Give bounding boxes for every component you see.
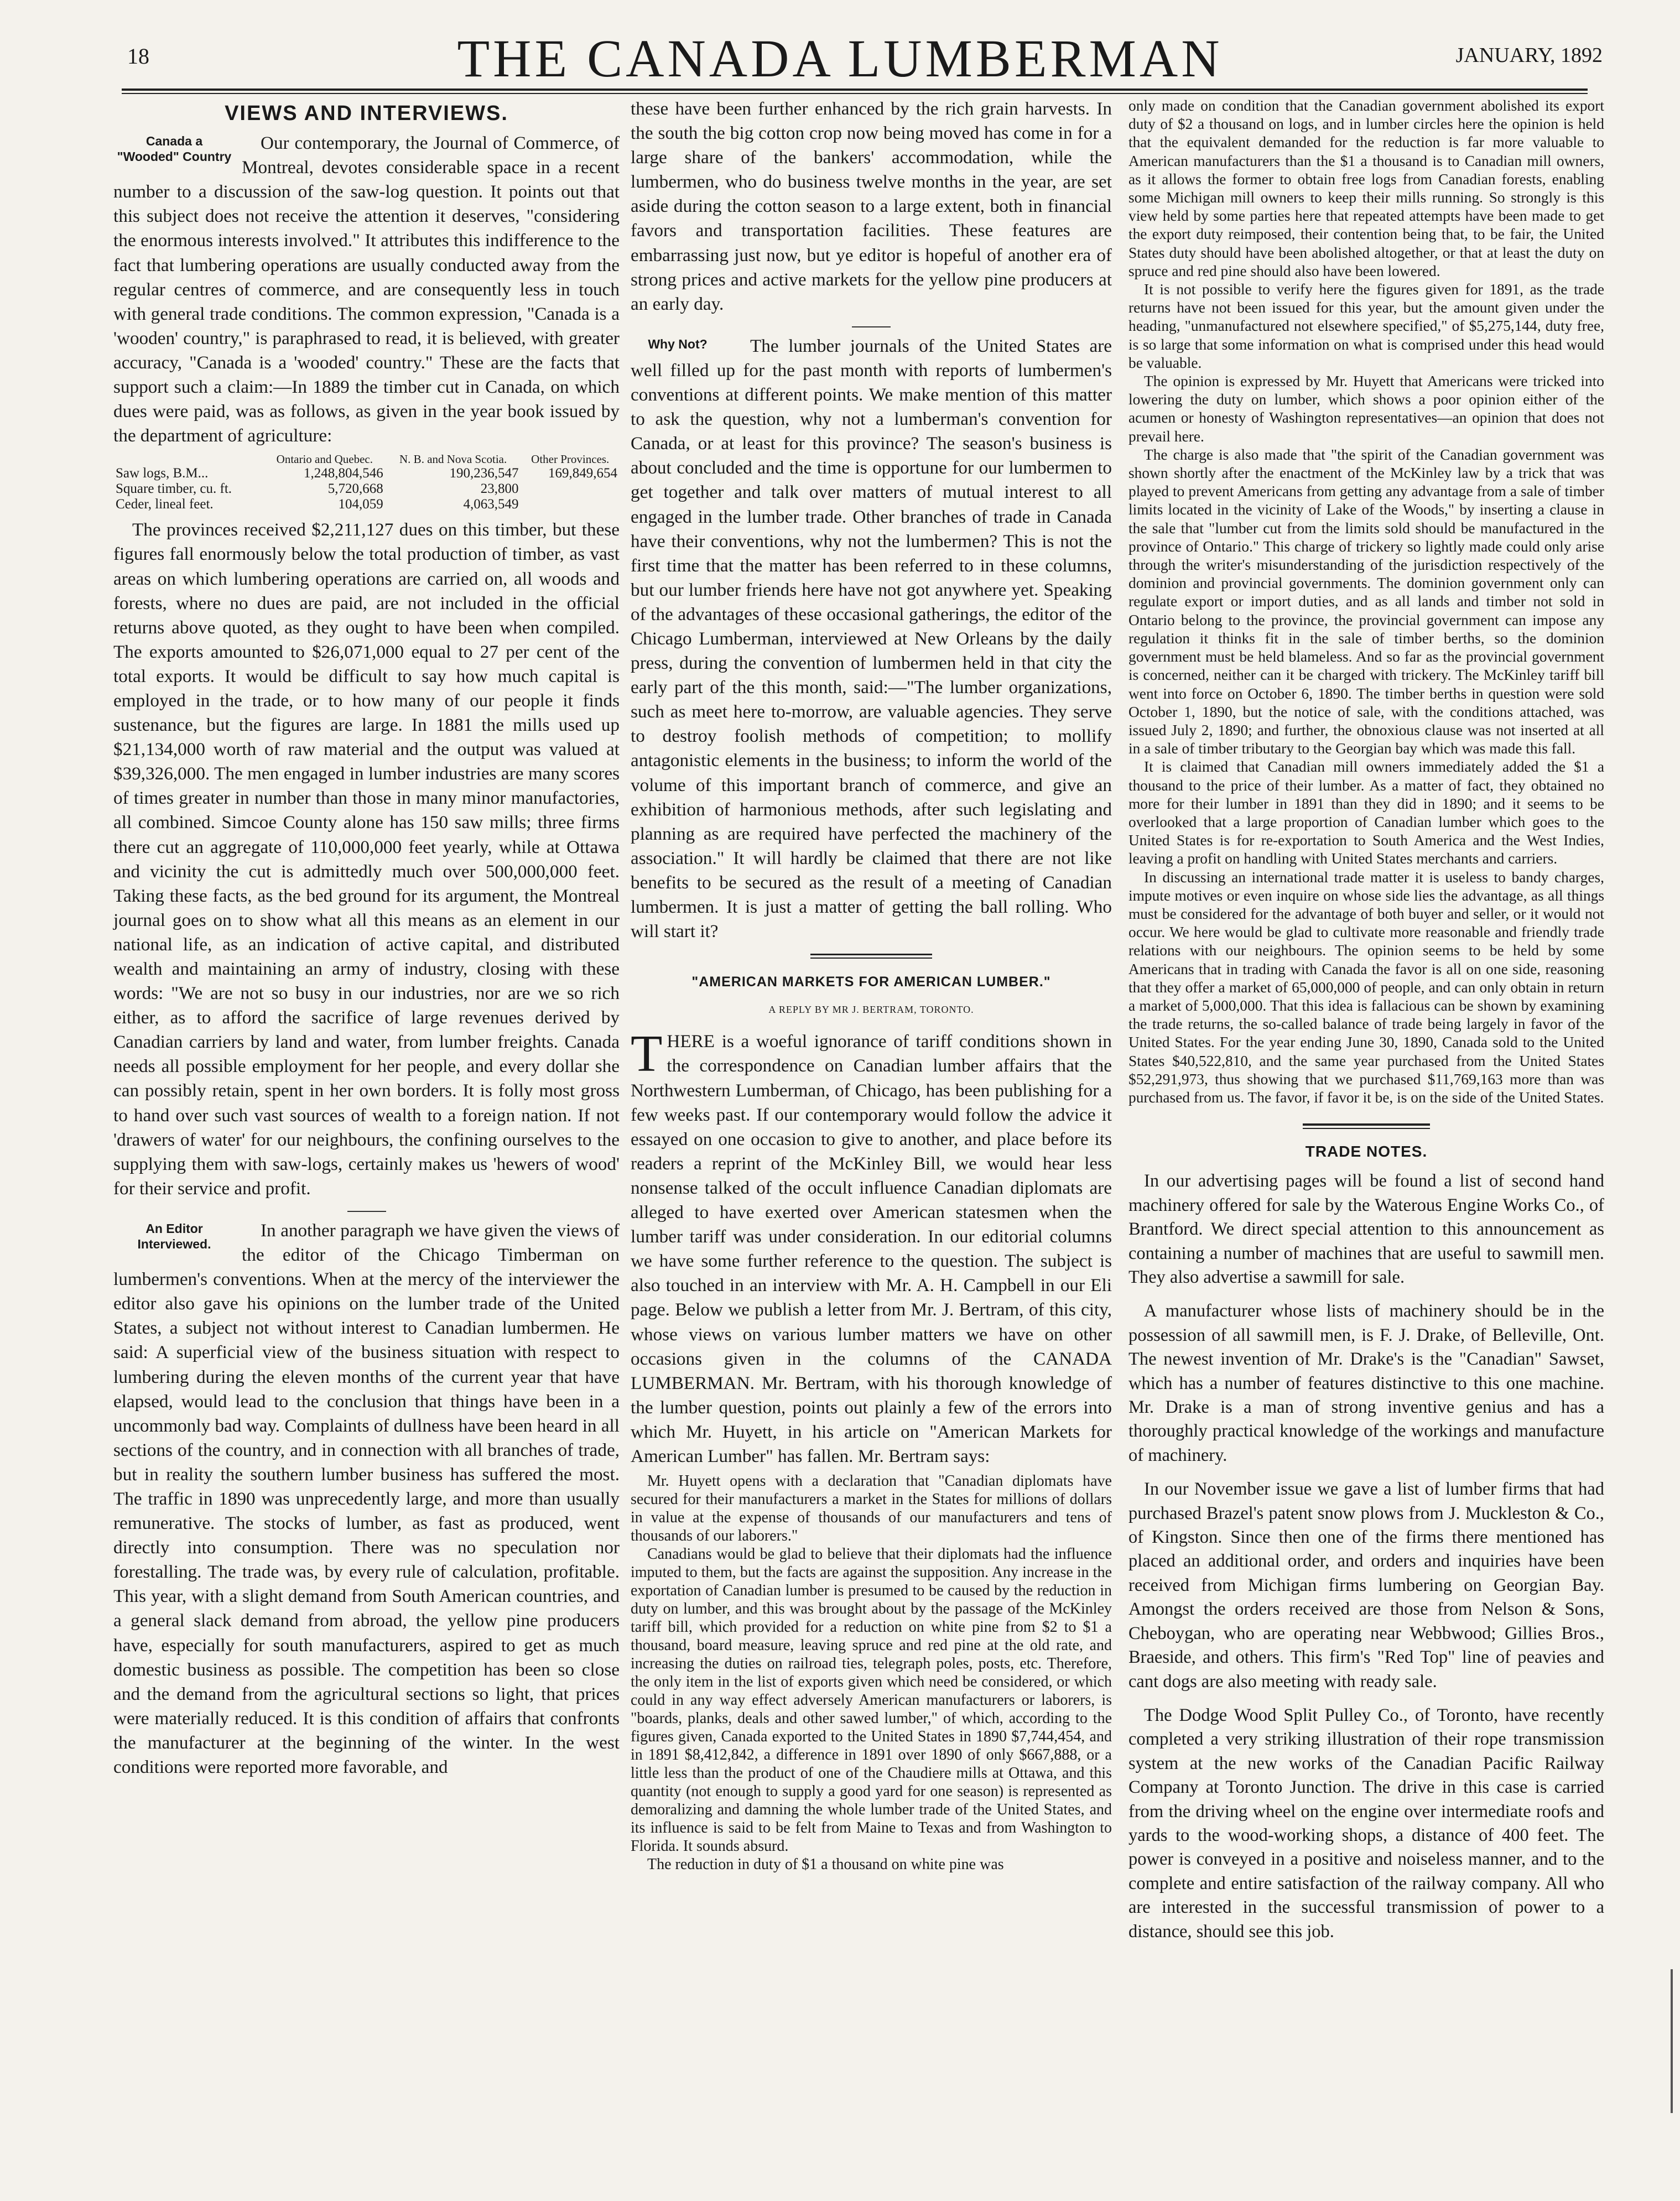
letter-paragraph: The opinion is expressed by Mr. Huyett that Americans were tricked into lowering the duty on lumber, which shows a poor opinion either of the acumen or honesty of Washington representatives—an opinion that does not prevail here.: [1128, 373, 1604, 445]
table-cell: 1,248,804,546: [304, 466, 383, 481]
page-number: 18: [127, 44, 149, 69]
quote-paragraph: Mr. Huyett opens with a declaration that "Canadian diplomats have secured for their manufacturers a market in the States for millions of dollars in value at the expense of thousands of our manufacturers and tens of thousands of our laborers.": [631, 1472, 1112, 1545]
table-cell: [521, 481, 620, 497]
section-divider: [347, 1211, 386, 1212]
table-cell: [521, 497, 620, 512]
column-middle: [631, 97, 1112, 1874]
side-heading-why-not: Why Not?: [648, 336, 708, 351]
article-paragraph: In another paragraph we have given the views of the editor of the Chicago Timberman on lumbermen's conventions. When at the mercy of the interviewer the editor also gave his opinions on the lumber trade of the United States, a subject not without interest to Canadian lumbermen. He said: A superficial view of the business situation with respect to lumbering during the eleven months of the current year that have elapsed, would lead to the conclusion that things have been in a uncommonly bad way. Complaints of dullness have been heard in all sections of the country, and in connection with all branches of trade, but in reality the southern lumber business has suffered the most. The traffic in 1890 was unprecedently large, and more than usually remunerative. The stocks of lumber, as fast as produced, went directly into consumption. There was no speculation nor forestalling. The trade was, by every rule of calculation, profitable. This year, with a slight demand from South American countries, and a general slack demand from abroad, the yellow pine producers have, especially for south manufacturers, aspired to get as much domestic business as possible. The competition has been so close and the demand from the agricultural sections so light, that prices were materially reduced. It is this condition of affairs that confronts the manufacturer at the beginning of the winter. In the west conditions were reported more favorable, and: [113, 1220, 620, 1777]
table-header-row: [113, 452, 620, 466]
side-heading-wooded-country: Canada a "Wooded" Country: [117, 134, 232, 164]
table-row: [113, 481, 620, 497]
section-divider: [852, 326, 891, 327]
trade-notes-title: TRADE NOTES.: [1305, 1143, 1428, 1161]
table-cell: Saw logs, B.M...: [116, 466, 209, 481]
timber-cut-table: [113, 452, 620, 512]
table-cell: 5,720,668: [327, 481, 383, 497]
table-cell: 104,059: [338, 497, 383, 512]
trade-note: In our advertising pages will be found a list of second hand machinery offered for sale by the Waterous Engine Works Co., of Brantford. We direct special attention to this announcement as containing a number of machines that are useful to sawmill men. They also advertise a sawmill for sale.: [1128, 1171, 1604, 1287]
column-right: [1128, 97, 1604, 1954]
table-cell: 169,849,654: [548, 466, 617, 481]
masthead-rule: [122, 89, 1588, 94]
drop-cap: T: [631, 1025, 663, 1083]
quoted-letter: [631, 1472, 1112, 1874]
table-cell: 4,063,549: [463, 497, 519, 512]
quote-paragraph: The reduction in duty of $1 a thousand on white pine was: [647, 1856, 1004, 1874]
double-rule-divider: [810, 954, 932, 959]
article-paragraph: The provinces received $2,211,127 dues on this timber, but these figures fall enormously below the total production of timber, as vast areas on which lumbering operations are carried on, all woods and forests, where no dues are paid, are not included in the official returns above quoted, as they ought to have been when compiled. The exports amounted to $26,071,000 equal to 27 per cent of the total exports. It would be difficult to say how much capital is employed in the trade, or to how many of our people it finds sustenance, but the figures are large. In 1881 the mills used up $21,134,000 worth of raw material and the output was valued at $39,326,000. The men engaged in lumber industries are many scores of times greater in number than those in many minor manufactories, all combined. Simcoe County alone has 150 saw mills; three firms there cut an aggregate of 110,000,000 feet yearly, while at Ottawa and vicinity the cut is admittedly much over 500,000,000 feet. Taking these facts, as the bed ground for its argument, the Montreal journal goes on to show what all this means as an element in our national life, as an indication of active capital, and distributed wealth and maintaining an army of industry, closing with these words: "We are not so busy in our industries, nor are we so rich either, as to afford the sacrifice of large revenues derived by Canadian carriers by land and water, from lumber freights. Canada needs all possible employment for her people, and every dollar she can possibly retain, spent in her own borders. It is folly most gross to hand over such vast sources of wealth to a foreign nation. If not 'drawers of water' for our neighbours, the confining ourselves to the supplying them with saw-logs, certainly makes us 'hewers of wood' for their service and profit.: [113, 519, 620, 1199]
letter-paragraph: In discussing an international trade matter it is useless to bandy charges, impute motives or even inquire on whose side lies the advantage, as all things must be considered for the advantage of both buyer and seller, or it would not occur. We here would be glad to cultivate more reasonable and friendly trade relations with our neighbours. The opinion seems to be held by some Americans that in trading with Canada the favor is all on one side, reasoning that they offer a market of 65,000,000 of people, and can only obtain in return a market of 5,000,000. That this idea is fallacious can be shown by examining the trade returns, the so-called balance of trade being largely in favor of the United States. For the year ending June 30, 1890, Canada sold to the United States $40,522,810, and the same year purchased from the United States $52,291,973, thus showing that we purchased $11,769,163 more than was purchased from us. The favor, if favor it be, is on the side of the United States.: [1128, 868, 1604, 1106]
article-byline: A REPLY BY MR J. BERTRAM, TORONTO.: [768, 1004, 974, 1016]
article-paragraph: HERE is a woeful ignorance of tariff conditions shown in the correspondence on Canadian lumber affairs that the Northwestern Lumberman, of Chicago, has been publishing for a few weeks past. If our contemporary would follow the advice it essayed on one occasion to give to another, and place before its readers a reprint of the McKinley Bill, we would hear less nonsense talked of the occult influence Canadian diplomats are alleged to have exerted over American statesmen when the lumber tariff was under consideration. In our editorial columns we have some further reference to the question. The subject is also touched in an interview with Mr. A. H. Campbell in our Eli page. Below we publish a letter from Mr. J. Bertram, of this city, whose views on various lumber matters we have on other occasions given in the columns of the CANADA LUMBERMAN. Mr. Bertram, with his thorough knowledge of the lumber question, points out plainly a few of the errors into which Mr. Huyett, in his article on "American Markets for American Lumber" has fallen. Mr. Bertram says:: [631, 1031, 1112, 1466]
article-paragraph: Our contemporary, the Journal of Commerce, of Montreal, devotes considerable space in a recent number to a discussion of the saw-log question. It points out that this subject does not receive the attention it deserves, "considering the enormous interests involved." It attributes this indifference to the fact that lumbering operations are usually conducted away from the regular centres of commerce, and are consequently less in touch with general trade conditions. The common expression, "Canada is a 'wooden' country," is paraphrased to read, it is believed, with greater accuracy, "Canada is a 'wooded' country." These are the facts that support such a claim:—In 1889 the timber cut in Canada, on which dues were paid, was as follows, as given in the year book issued by the department of agriculture:: [113, 133, 620, 446]
table-row: [113, 466, 620, 481]
table-header: Ontario and Quebec.: [276, 452, 373, 466]
table-header: Other Provinces.: [531, 452, 610, 466]
table-cell: 190,236,547: [449, 466, 519, 481]
table-cell: 23,800: [480, 481, 519, 497]
article-title: "AMERICAN MARKETS FOR AMERICAN LUMBER.": [691, 974, 1051, 990]
quote-paragraph: Canadians would be glad to believe that their diplomats had the influence imputed to them, but the facts are against the supposition. Any increase in the exportation of Canadian lumber is presumed to be caused by the reduction in duty on lumber, and this was brought about by the passage of the McKinley tariff bill, which provided for a reduction on white pine from $2 to $1 a thousand, board measure, leaving spruce and red pine at the old rate, and increasing the duties on railroad ties, telegraph poles, posts, etc. Therefore, the only item in the list of exports given which need be considered, or which could in any way effect adversely American manufacturers or laborers, is "boards, planks, deals and other sawed lumber," of which, according to the figures given, Canada exported to the United States in 1890 $7,744,454, and in 1891 $8,412,842, a difference in 1891 over 1890 of only $667,888, or a little less than the product of one of the Chaudiere mills at Ottawa, and this quantity (not enough to supply a good yard for one season) is represented as demoralizing and damning the whole lumber trade of the United States, and its influence is said to be felt from Maine to Texas and from Washington to Florida. It sounds absurd.: [631, 1546, 1112, 1855]
table-cell: Square timber, cu. ft.: [116, 481, 232, 497]
letter-paragraph: only made on condition that the Canadian government abolished its export duty of $2 a thousand on logs, and in lumber circles here the opinion is held that the equivalent demanded for the reduction is far more valuable to American manufacturers than the $1 a thousand is to Canadian mill owners, as it allows the former to obtain free logs from Canadian forests, enabling some Michigan mill owners to keep their mills running. So strongly is this view held by some parties here that repeated attempts have been made to get the export duty reimposed, their contention being that, to be fair, the United States duty should have been abolished altogether, or that at least the duty on spruce and red pine should also have been lowered.: [1128, 97, 1604, 279]
letter-paragraph: The charge is also made that "the spirit of the Canadian government was shown shortly after the enactment of the McKinley law by a trick that was played to prevent Americans from getting any advantage from a sale of timber limits located in the vicinity of Lake of the Woods," by inserting a clause in the sale that "lumber cut from the limits sold should be manufactured in the province of Ontario." This charge of trickery so lightly made could only arise through the writer's misunderstanding of the jurisdiction respectively of the dominion and provincial governments. The dominion government only can regulate export or import duties, and as all lands and timber not sold in Ontario belong to the province, the provincial government can impose any regulation it thinks fit in the sale of timber berths, so the dominion government must be held blameless. And so far as the provincial government is concerned, neither can it be charged with trickery. The McKinley tariff bill went into force on October 6, 1890. The timber berths in question were sold October 1, 1890, but the notice of sale, with the conditions attached, was issued July 2, 1890; and further, the obnoxious clause was not inserted at all in a sale of timber tributary to the Georgian bay which was made this fall.: [1128, 446, 1604, 757]
trade-note: The Dodge Wood Split Pulley Co., of Toronto, have recently completed a very striking illustration of their rope transmission system at the new works of the Canadian Pacific Railway Company at Toronto Junction. The drive in this case is carried from the driving wheel on the engine over intermediate roofs and yards to the wood-working shops, a distance of 400 feet. The power is conveyed in a positive and noiseless manner, and to the complete and entire satisfaction of the railway company. All who are interested in the successful transmission of power to a distance, should see this job.: [1128, 1705, 1604, 1942]
article-paragraph: these have been further enhanced by the rich grain harvests. In the south the big cotton crop now being moved has come in for a large share of the bankers' accommodation, while the lumbermen, who do business twelve months in the year, are set aside during the cotton season to a large extent, both in financial favors and transportation facilities. These features are embarrassing just now, but ye editor is hopeful of another era of strong prices and active markets for the yellow pine producers at an early day.: [631, 98, 1112, 314]
table-header: N. B. and Nova Scotia.: [399, 452, 507, 466]
section-title: VIEWS AND INTERVIEWS.: [225, 102, 508, 125]
binding-edge-mark: [1671, 1969, 1673, 2113]
trade-notes: [1128, 1169, 1604, 1944]
side-heading-editor-interviewed: An Editor Interviewed.: [137, 1221, 211, 1251]
column-left: [113, 97, 620, 1779]
issue-date: JANUARY, 1892: [1455, 44, 1603, 67]
trade-note: In our November issue we gave a list of lumber firms that had purchased Brazel's patent snow plows from J. Muckleston & Co., of Kingston. Since then one of the firms there mentioned has placed an additional order, and orders and inquiries have been received from Michigan firms lumbering on Georgian Bay. Amongst the orders received are those from Nelson & Sons, Cheboygan, who are operating near Webbwood; Gillies Bros., Braeside, and others. This firm's "Red Top" line of peavies and cant dogs are also meeting with ready sale.: [1128, 1479, 1604, 1692]
double-rule-divider: [1303, 1123, 1430, 1129]
table-cell: Ceder, lineal feet.: [116, 497, 214, 512]
trade-note: A manufacturer whose lists of machinery should be in the possession of all sawmill men, is F. J. Drake, of Belleville, Ont. The newest invention of Mr. Drake's is the "Canadian" Sawset, which has a number of features distinctive to this one machine. Mr. Drake is a man of strong inventive genius and has a thoroughly practical knowledge of the workings and manufacture of machinery.: [1128, 1301, 1604, 1465]
article-paragraph: The lumber journals of the United States are well filled up for the past month with reports of lumbermen's conventions at different points. We make mention of this matter to ask the question, why not a lumberman's convention for Canada, or at least for this province? The season's business is about concluded and the time is opportune for our lumbermen to get together and talk over matters of mutual interest to all engaged in the lumber trade. Other branches of trade in Canada have their conventions, why not the lumbermen? This is not the first time that the matter has been referred to in these columns, but our lumber friends here have not got anywhere yet. Speaking of the advantages of these occasional gatherings, the editor of the Chicago Lumberman, interviewed at New Orleans by the daily press, during the convention of lumbermen held in that city the early part of the this month, said:—"The lumber organizations, such as meet here to-morrow, are valuable agencies. They serve to destroy foolish methods of competition; to mollify antagonistic elements in the business; to inform the world of the volume of this important branch of commerce, and give an exhibition of harmonious methods, after such legislating and planning as are required have perfected the machinery of the association." It will hardly be claimed that there are not like benefits to be secured as the result of a meeting of Canadian lumbermen. It is just a matter of getting the ball rolling. Who will start it?: [631, 335, 1112, 942]
letter-paragraph: It is claimed that Canadian mill owners immediately added the $1 a thousand to the price of their lumber. As a matter of fact, they obtained no more for their lumber in 1891 than they did in 1890; and it seems to be overlooked that a large proportion of Canadian lumber which goes to the United States is for re-exportation to South America and the West Indies, leaving a profit on handling with United States merchants and carriers.: [1128, 758, 1604, 867]
table-row: [113, 497, 620, 512]
table-header: [113, 452, 264, 466]
letter-paragraph: It is not possible to verify here the figures given for 1891, as the trade returns have not been issued for this year, but the amount given under the heading, "unmanufactured not elsewhere specified," of $5,275,144, duty free, is so large that some information on what is comprised under this head would be valuable.: [1128, 281, 1604, 371]
masthead: THE CANADA LUMBERMAN: [457, 29, 1223, 88]
